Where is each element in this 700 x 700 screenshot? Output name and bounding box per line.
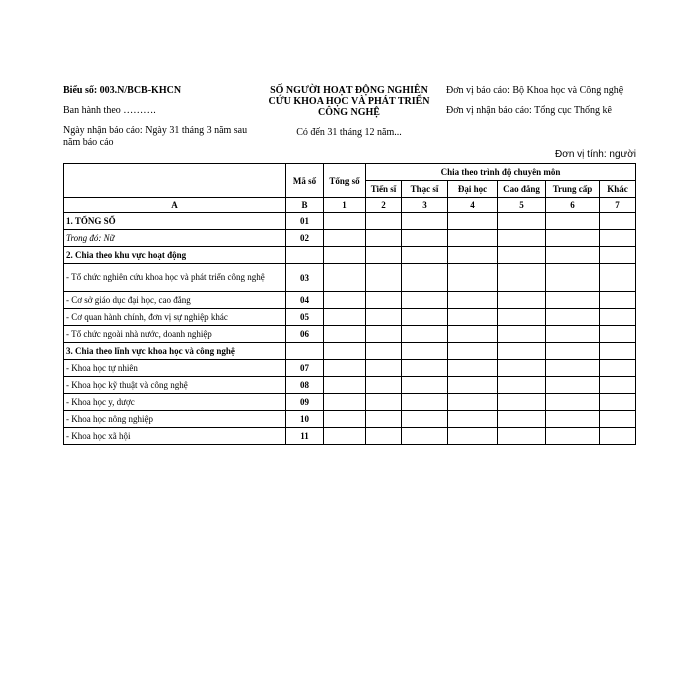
value-cell — [600, 247, 636, 264]
index-cell: A — [64, 198, 286, 213]
index-cell: 3 — [402, 198, 448, 213]
header-code: Mã số — [286, 164, 324, 198]
header-left — [63, 85, 253, 149]
index-cell: B — [286, 198, 324, 213]
table-row — [64, 264, 636, 292]
index-cell: 2 — [366, 198, 402, 213]
value-cell[interactable] — [402, 360, 448, 377]
table-row — [64, 247, 636, 264]
value-cell[interactable] — [546, 377, 600, 394]
value-cell[interactable] — [402, 230, 448, 247]
row-label: - Khoa học xã hội — [64, 428, 286, 445]
value-cell[interactable] — [448, 411, 498, 428]
value-cell[interactable] — [546, 213, 600, 230]
row-label: - Khoa học tự nhiên — [64, 360, 286, 377]
value-cell — [498, 343, 546, 360]
value-cell[interactable] — [600, 377, 636, 394]
value-cell — [402, 343, 448, 360]
value-cell[interactable] — [448, 360, 498, 377]
report-title: SỐ NGƯỜI HOẠT ĐỘNG NGHIÊN CỨU KHOA HỌC VÀ PHÁT TRIỂN CÔNG NGHỆ — [268, 85, 430, 118]
value-cell[interactable] — [498, 292, 546, 309]
value-cell[interactable] — [366, 213, 402, 230]
value-cell[interactable] — [324, 213, 366, 230]
value-cell[interactable] — [324, 428, 366, 445]
value-cell[interactable] — [402, 394, 448, 411]
value-cell[interactable] — [402, 213, 448, 230]
value-cell[interactable] — [498, 213, 546, 230]
value-cell[interactable] — [448, 326, 498, 343]
unit-label: Đơn vị tính: người — [555, 149, 636, 160]
table-row — [64, 213, 636, 230]
header-center — [258, 85, 440, 138]
value-cell[interactable] — [402, 309, 448, 326]
row-code: 08 — [286, 377, 324, 394]
row-code — [286, 247, 324, 264]
header-blank — [64, 164, 286, 198]
value-cell[interactable] — [600, 411, 636, 428]
value-cell — [366, 247, 402, 264]
value-cell[interactable] — [366, 428, 402, 445]
row-code: 03 — [286, 264, 324, 292]
value-cell[interactable] — [402, 292, 448, 309]
value-cell — [546, 247, 600, 264]
value-cell — [324, 343, 366, 360]
value-cell[interactable] — [402, 326, 448, 343]
value-cell — [324, 247, 366, 264]
value-cell[interactable] — [498, 377, 546, 394]
subheader-college: Cao đẳng — [498, 181, 546, 198]
row-code: 11 — [286, 428, 324, 445]
value-cell[interactable] — [448, 213, 498, 230]
value-cell[interactable] — [546, 292, 600, 309]
index-cell: 1 — [324, 198, 366, 213]
value-cell[interactable] — [600, 360, 636, 377]
value-cell[interactable] — [448, 309, 498, 326]
value-cell[interactable] — [366, 377, 402, 394]
subheader-master: Thạc sĩ — [402, 181, 448, 198]
row-label: - Khoa học y, dược — [64, 394, 286, 411]
value-cell[interactable] — [448, 292, 498, 309]
subheader-doctor: Tiến sĩ — [366, 181, 402, 198]
value-cell[interactable] — [546, 411, 600, 428]
index-cell: 5 — [498, 198, 546, 213]
value-cell[interactable] — [324, 326, 366, 343]
row-code: 06 — [286, 326, 324, 343]
value-cell — [600, 343, 636, 360]
value-cell[interactable] — [498, 230, 546, 247]
row-label: 2. Chia theo khu vực hoạt động — [64, 247, 286, 264]
form-code: Biểu số: 003.N/BCB-KHCN — [63, 85, 182, 96]
value-cell[interactable] — [498, 428, 546, 445]
table-row — [64, 292, 636, 309]
value-cell[interactable] — [600, 309, 636, 326]
value-cell[interactable] — [448, 264, 498, 292]
value-cell — [448, 247, 498, 264]
table-row — [64, 411, 636, 428]
value-cell[interactable] — [366, 230, 402, 247]
value-cell[interactable] — [366, 326, 402, 343]
row-code: 01 — [286, 213, 324, 230]
value-cell[interactable] — [600, 213, 636, 230]
value-cell[interactable] — [448, 230, 498, 247]
value-cell — [448, 343, 498, 360]
value-cell[interactable] — [546, 264, 600, 292]
table-row — [64, 230, 636, 247]
row-label: - Khoa học kỹ thuật và công nghệ — [64, 377, 286, 394]
value-cell[interactable] — [324, 230, 366, 247]
header-group: Chia theo trình độ chuyên môn — [366, 164, 636, 181]
value-cell[interactable] — [324, 377, 366, 394]
index-cell: 7 — [600, 198, 636, 213]
index-cell: 4 — [448, 198, 498, 213]
value-cell[interactable] — [546, 326, 600, 343]
value-cell — [546, 343, 600, 360]
value-cell[interactable] — [324, 292, 366, 309]
value-cell[interactable] — [498, 411, 546, 428]
table-row — [64, 394, 636, 411]
header-right — [446, 85, 646, 117]
row-label: - Khoa học nông nghiệp — [64, 411, 286, 428]
value-cell[interactable] — [366, 292, 402, 309]
row-label: - Tổ chức nghiên cứu khoa học và phát triển công nghệ — [64, 264, 286, 292]
value-cell[interactable] — [546, 428, 600, 445]
row-code: 02 — [286, 230, 324, 247]
value-cell[interactable] — [448, 428, 498, 445]
value-cell[interactable] — [324, 411, 366, 428]
value-cell — [366, 343, 402, 360]
value-cell[interactable] — [324, 394, 366, 411]
value-cell[interactable] — [402, 411, 448, 428]
table-row — [64, 377, 636, 394]
value-cell[interactable] — [546, 309, 600, 326]
value-cell[interactable] — [324, 309, 366, 326]
value-cell[interactable] — [498, 394, 546, 411]
table-row — [64, 360, 636, 377]
index-row — [64, 198, 636, 213]
value-cell[interactable] — [402, 428, 448, 445]
subheader-other: Khác — [600, 181, 636, 198]
row-label: 1. TỔNG SỐ — [64, 213, 286, 230]
row-label: Trong đó: Nữ — [64, 230, 286, 247]
receiving-unit: Đơn vị nhận báo cáo: Tổng cục Thống kê — [446, 105, 612, 116]
value-cell[interactable] — [600, 428, 636, 445]
value-cell[interactable] — [366, 411, 402, 428]
subheader-university: Đại học — [448, 181, 498, 198]
value-cell[interactable] — [546, 360, 600, 377]
value-cell[interactable] — [498, 326, 546, 343]
value-cell[interactable] — [324, 360, 366, 377]
row-code — [286, 343, 324, 360]
receive-date: Ngày nhận báo cáo: Ngày 31 tháng 3 năm sau năm báo cáo — [63, 125, 248, 148]
table-row — [64, 309, 636, 326]
value-cell[interactable] — [366, 394, 402, 411]
value-cell[interactable] — [402, 377, 448, 394]
index-cell: 6 — [546, 198, 600, 213]
row-code: 09 — [286, 394, 324, 411]
value-cell[interactable] — [448, 377, 498, 394]
row-label: - Tổ chức ngoài nhà nước, doanh nghiệp — [64, 326, 286, 343]
value-cell[interactable] — [366, 360, 402, 377]
value-cell[interactable] — [498, 309, 546, 326]
row-code: 07 — [286, 360, 324, 377]
issued-by: Ban hành theo ………. — [63, 105, 156, 116]
value-cell[interactable] — [600, 264, 636, 292]
subheader-intermediate: Trung cấp — [546, 181, 600, 198]
value-cell[interactable] — [366, 309, 402, 326]
row-label: - Cơ quan hành chính, đơn vị sự nghiệp khác — [64, 309, 286, 326]
table-row — [64, 326, 636, 343]
value-cell[interactable] — [600, 394, 636, 411]
value-cell[interactable] — [366, 264, 402, 292]
row-code: 10 — [286, 411, 324, 428]
value-cell[interactable] — [448, 394, 498, 411]
reporting-unit: Đơn vị báo cáo: Bộ Khoa học và Công nghệ — [446, 85, 624, 96]
table-row — [64, 428, 636, 445]
row-label: - Cơ sở giáo dục đại học, cao đẳng — [64, 292, 286, 309]
value-cell[interactable] — [546, 394, 600, 411]
report-date: Có đến 31 tháng 12 năm... — [296, 127, 402, 138]
row-label: 3. Chia theo lĩnh vực khoa học và công nghệ — [64, 343, 286, 360]
value-cell[interactable] — [600, 326, 636, 343]
value-cell[interactable] — [324, 264, 366, 292]
value-cell[interactable] — [498, 264, 546, 292]
value-cell — [498, 247, 546, 264]
value-cell[interactable] — [600, 292, 636, 309]
value-cell[interactable] — [402, 264, 448, 292]
row-code: 05 — [286, 309, 324, 326]
value-cell[interactable] — [498, 360, 546, 377]
value-cell[interactable] — [600, 230, 636, 247]
table-row — [64, 343, 636, 360]
value-cell — [402, 247, 448, 264]
value-cell[interactable] — [546, 230, 600, 247]
header-total: Tổng số — [324, 164, 366, 198]
report-table — [63, 163, 636, 445]
row-code: 04 — [286, 292, 324, 309]
